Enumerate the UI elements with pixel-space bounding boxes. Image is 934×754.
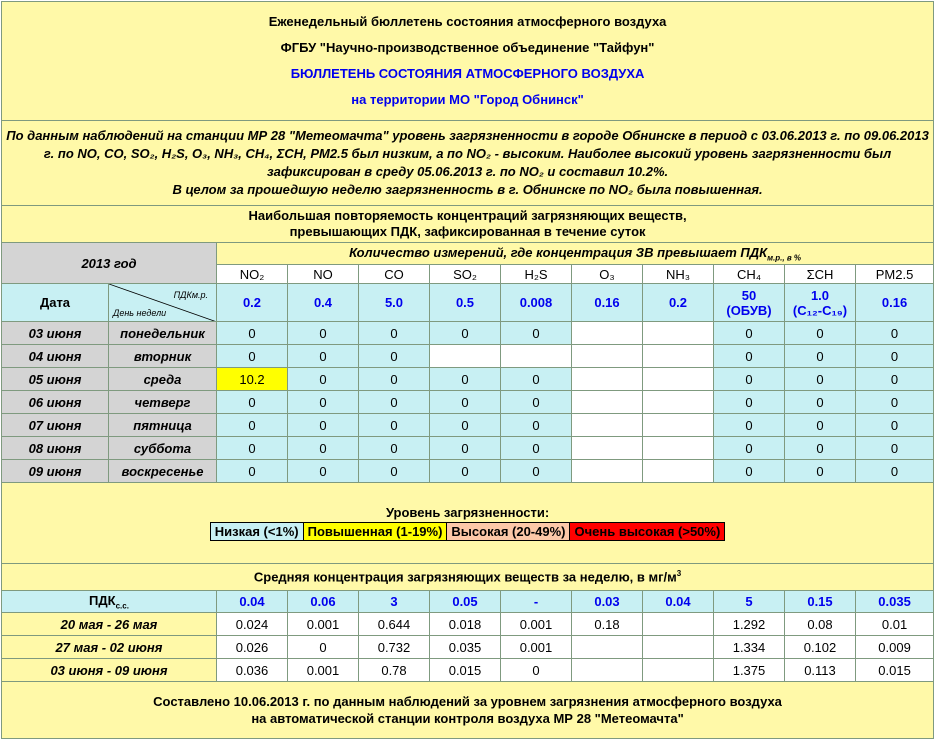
row-value: 0	[288, 345, 359, 368]
header-line3: БЮЛЛЕТЕНЬ СОСТОЯНИЯ АТМОСФЕРНОГО ВОЗДУХА	[290, 66, 645, 81]
avg-period: 03 июня - 09 июня	[2, 659, 217, 682]
pdk-value	[856, 284, 934, 322]
year-label: 2013 год	[2, 243, 217, 284]
row-date: 09 июня	[2, 460, 109, 483]
header-line4: на территории МО "Город Обнинск"	[351, 92, 584, 107]
levels-title: Уровень загрязненности:	[385, 505, 550, 520]
summary-p2: В целом за прошедшую неделю загрязненность в г. Обнинске по NO₂ была повышенная.	[172, 182, 763, 197]
avg-value: 0.001	[501, 636, 572, 659]
pollutant-header: NO₂	[217, 265, 288, 284]
bulletin-header	[2, 2, 934, 121]
footer-line1: Составлено 10.06.2013 г. по данным наблюдений за уровнем загрязнения атмосферного воздуха	[153, 694, 782, 709]
pollutant-header: ΣCH	[785, 265, 856, 284]
summary-block	[2, 121, 934, 206]
table-row	[2, 613, 934, 636]
pdk-day-header	[109, 284, 217, 322]
row-value: 0	[501, 368, 572, 391]
avg-value: 0	[288, 636, 359, 659]
repeat-table-title	[2, 206, 934, 243]
footer-block	[2, 682, 934, 739]
pdk-value-main: 0.2	[242, 295, 262, 310]
repeat-rows	[2, 322, 934, 483]
summary-p1: По данным наблюдений на станции МР 28 "Метеомачта" уровень загрязненности в городе Обнинске в период с 03.06.2013 г. по 09.06.2013 г. по NO, CO, SO₂, H₂S, O₃, NH₃, CH₄, ΣCH, PM2.5 был низким, а по NO₂ - высоким. Наиболее высокий уровень загрязненности был зафиксирован в среду 05.06.2013 г. по NO₂ и составил 10.2%.	[6, 128, 929, 179]
row-day: пятница	[109, 414, 217, 437]
avg-pdk-value: 0.04	[217, 591, 288, 613]
avg-value: 0.01	[856, 613, 934, 636]
avg-value: 0.024	[217, 613, 288, 636]
row-value: 0	[714, 391, 785, 414]
pdk-value	[430, 284, 501, 322]
row-value	[501, 345, 572, 368]
pdk-value-main: 50	[741, 287, 757, 303]
avg-value: 0.018	[430, 613, 501, 636]
levels-legend	[210, 522, 726, 541]
avg-pdk-row	[2, 591, 934, 613]
row-value: 0	[501, 460, 572, 483]
level-item: Очень высокая (>50%)	[570, 523, 724, 540]
row-value: 0	[217, 391, 288, 414]
row-value: 0	[359, 322, 430, 345]
row-date: 06 июня	[2, 391, 109, 414]
row-value: 0	[217, 322, 288, 345]
row-value: 0	[501, 322, 572, 345]
avg-pdk-value: 0.06	[288, 591, 359, 613]
row-value: 0	[217, 345, 288, 368]
row-value: 0	[856, 368, 934, 391]
row-value: 0	[501, 391, 572, 414]
row-value: 0	[714, 437, 785, 460]
row-value	[643, 414, 714, 437]
bulletin-table	[1, 1, 934, 739]
avg-value	[643, 613, 714, 636]
avg-pdk-value: -	[501, 591, 572, 613]
pollutant-header: SO₂	[430, 265, 501, 284]
row-value: 0	[785, 345, 856, 368]
table-row	[2, 437, 934, 460]
row-value: 0	[288, 391, 359, 414]
row-value: 0	[785, 437, 856, 460]
pdk-value	[288, 284, 359, 322]
row-value: 0	[430, 391, 501, 414]
row-value: 0	[785, 460, 856, 483]
row-value: 0	[714, 345, 785, 368]
avg-value	[643, 636, 714, 659]
row-value: 0	[856, 391, 934, 414]
table-row	[2, 368, 934, 391]
avg-value	[572, 636, 643, 659]
avg-value	[643, 659, 714, 682]
avg-period: 27 мая - 02 июня	[2, 636, 217, 659]
pollutant-header: CO	[359, 265, 430, 284]
row-day: воскресенье	[109, 460, 217, 483]
date-label: Дата	[2, 284, 109, 322]
level-item: Высокая (20-49%)	[447, 523, 570, 540]
row-value	[643, 368, 714, 391]
avg-value: 0.001	[288, 613, 359, 636]
avg-value: 0.102	[785, 636, 856, 659]
row-day: суббота	[109, 437, 217, 460]
pdk-value-main: 5.0	[384, 295, 404, 310]
avg-value: 0.015	[430, 659, 501, 682]
avg-value: 0.644	[359, 613, 430, 636]
pdk-value	[501, 284, 572, 322]
avg-value: 0.009	[856, 636, 934, 659]
avg-pdk-label: $ПДК_{с.с.}$	[2, 591, 217, 613]
avg-value: 0.08	[785, 613, 856, 636]
pollutant-header: H₂S	[501, 265, 572, 284]
footer-line2: на автоматической станции контроля воздуха МР 28 "Метеомачта"	[251, 711, 684, 726]
pdk-value-main: 0.2	[668, 295, 688, 310]
pdk-value	[572, 284, 643, 322]
pdk-value-main: 0.16	[881, 295, 908, 310]
row-value: 10.2	[217, 368, 288, 391]
pollutant-header: O₃	[572, 265, 643, 284]
row-day: среда	[109, 368, 217, 391]
row-value: 0	[856, 322, 934, 345]
avg-value: 0.113	[785, 659, 856, 682]
row-value: 0	[217, 414, 288, 437]
pdk-value-main: 1.0	[810, 287, 830, 303]
row-value: 0	[359, 345, 430, 368]
pdk-value-note: (C₁₂-C₁₉)	[792, 302, 848, 318]
row-value: 0	[359, 391, 430, 414]
avg-value: 0.035	[430, 636, 501, 659]
header-line2: ФГБУ "Научно-производственное объединение "Тайфун"	[280, 40, 655, 55]
row-value: 0	[288, 460, 359, 483]
pdk-value-main: 0.008	[519, 295, 553, 310]
row-value: 0	[714, 414, 785, 437]
avg-value: 1.334	[714, 636, 785, 659]
pdk-value	[359, 284, 430, 322]
diag-top-label: ПДКм.р.	[173, 290, 208, 300]
avg-value: 1.292	[714, 613, 785, 636]
avg-value: 0	[501, 659, 572, 682]
row-value: 0	[785, 368, 856, 391]
pdk-value-main: 0.4	[313, 295, 333, 310]
repeat-title-1: Наибольшая повторяемость концентраций загрязняющих веществ,	[248, 208, 687, 223]
row-value: 0	[359, 460, 430, 483]
avg-pdk-value: 0.05	[430, 591, 501, 613]
avg-pdk-value: 0.04	[643, 591, 714, 613]
row-value: 0	[430, 437, 501, 460]
diag-bottom-label: День недели	[113, 308, 167, 318]
table-row	[2, 659, 934, 682]
row-value	[572, 322, 643, 345]
row-value	[643, 391, 714, 414]
row-value: 0	[430, 460, 501, 483]
count-title: Количество измерений, где концентрация ЗВ превышает $ПДК_{м.р., в \%}$	[217, 243, 934, 265]
row-value: 0	[359, 368, 430, 391]
row-value	[572, 368, 643, 391]
row-value: 0	[217, 460, 288, 483]
row-value	[643, 322, 714, 345]
row-date: 08 июня	[2, 437, 109, 460]
row-value: 0	[430, 368, 501, 391]
pdk-row	[2, 284, 934, 322]
row-value	[572, 437, 643, 460]
table-row	[2, 460, 934, 483]
pdk-value-main: 0.5	[455, 295, 475, 310]
avg-value: 0.026	[217, 636, 288, 659]
table-row	[2, 345, 934, 368]
avg-value: 0.18	[572, 613, 643, 636]
avg-value: 0.732	[359, 636, 430, 659]
row-value: 0	[288, 414, 359, 437]
avg-value: 0.001	[288, 659, 359, 682]
row-value: 0	[288, 368, 359, 391]
row-date: 04 июня	[2, 345, 109, 368]
pdk-value-note: (ОБУВ)	[726, 302, 772, 318]
row-value: 0	[288, 322, 359, 345]
level-item: Повышенная (1-19%)	[304, 523, 448, 540]
pdk-value	[217, 284, 288, 322]
row-value	[430, 345, 501, 368]
pdk-value-main: 0.16	[594, 295, 620, 310]
avg-pdk-value: 0.15	[785, 591, 856, 613]
row-value: 0	[430, 414, 501, 437]
row-value: 0	[785, 322, 856, 345]
row-value: 0	[785, 414, 856, 437]
row-value: 0	[785, 391, 856, 414]
avg-value: 0.015	[856, 659, 934, 682]
row-value: 0	[714, 460, 785, 483]
row-value: 0	[288, 437, 359, 460]
row-value	[572, 460, 643, 483]
pollutant-header: NH₃	[643, 265, 714, 284]
row-date: 03 июня	[2, 322, 109, 345]
table-row	[2, 322, 934, 345]
avg-period: 20 мая - 26 мая	[2, 613, 217, 636]
table-row	[2, 636, 934, 659]
pdk-value	[714, 284, 785, 322]
repeat-title-2: превышающих ПДК, зафиксированная в течение суток	[289, 224, 646, 239]
table-row	[2, 414, 934, 437]
avg-value	[572, 659, 643, 682]
row-value: 0	[430, 322, 501, 345]
avg-table-title: Средняя концентрация загрязняющих веществ за неделю, в $мг/м^3$	[2, 564, 934, 591]
row-value: 0	[359, 437, 430, 460]
row-day: вторник	[109, 345, 217, 368]
row-value	[643, 345, 714, 368]
row-date: 05 июня	[2, 368, 109, 391]
header-line1: Еженедельный бюллетень состояния атмосферного воздуха	[268, 14, 667, 29]
row-date: 07 июня	[2, 414, 109, 437]
avg-pdk-value: 3	[359, 591, 430, 613]
level-item: Низкая (<1%)	[211, 523, 304, 540]
pollutant-header: CH₄	[714, 265, 785, 284]
row-value: 0	[856, 460, 934, 483]
row-day: четверг	[109, 391, 217, 414]
row-value	[643, 460, 714, 483]
pdk-value	[785, 284, 856, 322]
pollutant-header: PM2.5	[856, 265, 934, 284]
row-value: 0	[714, 322, 785, 345]
avg-value: 1.375	[714, 659, 785, 682]
row-value	[572, 414, 643, 437]
avg-value: 0.036	[217, 659, 288, 682]
row-value: 0	[501, 437, 572, 460]
row-day: понедельник	[109, 322, 217, 345]
row-value	[572, 391, 643, 414]
avg-pdk-value: 5	[714, 591, 785, 613]
pdk-value	[643, 284, 714, 322]
row-value	[572, 345, 643, 368]
avg-value: 0.78	[359, 659, 430, 682]
avg-pdk-value: 0.035	[856, 591, 934, 613]
avg-rows	[2, 613, 934, 682]
avg-value: 0.001	[501, 613, 572, 636]
table-row	[2, 391, 934, 414]
levels-block	[2, 483, 934, 564]
row-value: 0	[856, 437, 934, 460]
pollutant-header: NO	[288, 265, 359, 284]
row-value: 0	[714, 368, 785, 391]
row-value	[643, 437, 714, 460]
row-value: 0	[359, 414, 430, 437]
row-value: 0	[217, 437, 288, 460]
row-value: 0	[856, 414, 934, 437]
row-value: 0	[856, 345, 934, 368]
row-value: 0	[501, 414, 572, 437]
avg-pdk-value: 0.03	[572, 591, 643, 613]
